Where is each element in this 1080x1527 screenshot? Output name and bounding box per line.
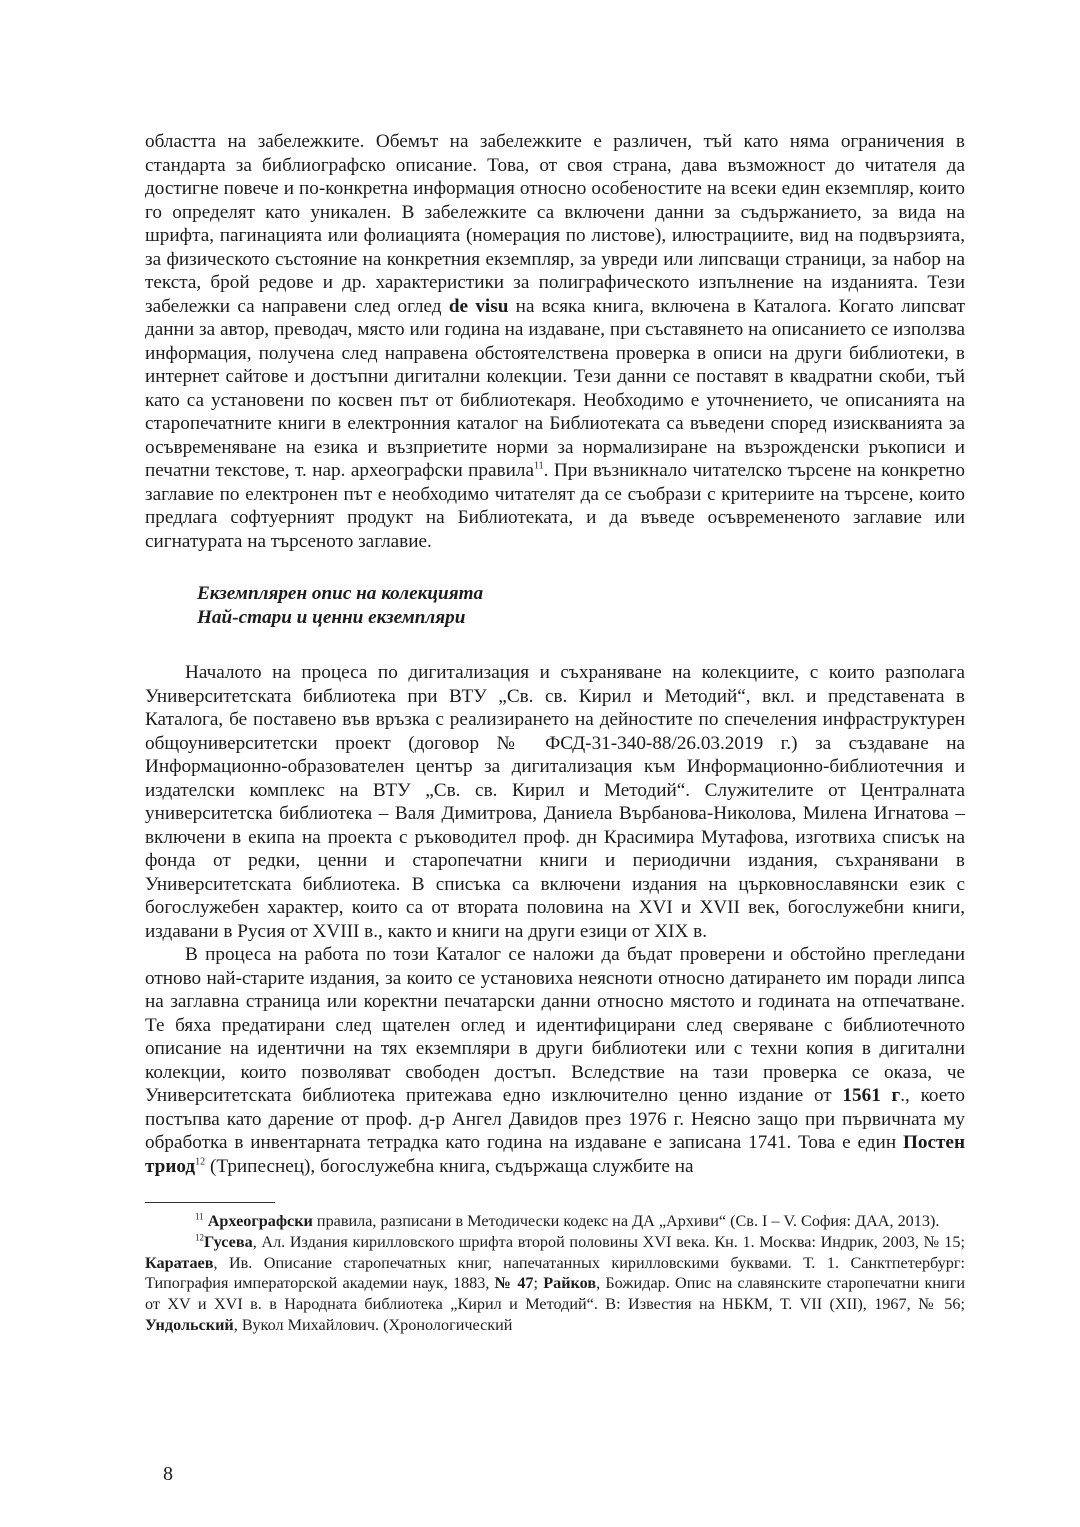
paragraph-text: областта на забележките. Обемът на забележките е различен, тъй като няма ограничения в стандарта за библиографско описание. Това, от своя страна, дава възможност до читателя да достигне повече и по-конкретна информация относно особеностите на всеки един екземпляр, които го определят като уникален. В забележките са включени данни за съдържанието, за вида на шрифта, пагинацията или фолиацията (номерация по листове), илюстрациите, вид на подвързията, за физическото състояние на конкретния екземпляр, за увреди или липсващи страници, за набор на текста, брой редове и др. характеристики за полиграфическото изпълнение на изданията. Тези забележки са направени след оглед (145, 131, 965, 317)
footnote-bold: Археографски (207, 1212, 313, 1230)
paragraph-digitization: Началото на процеса по дигитализация и съхраняване на колекциите, с които разполага Университетската библиотека при ВТУ „Св. св. Кирил и Методий“, вкл. и представената в Каталога, бе поставено във връзка с реализирането на дейностите по спечеления инфраструктурен общоуниверситетски проект (договор № ФСД-31-340-88/26.03.2019 г.) за създаване на Информационно-образователен център за дигитализация към Информационно-библиотечния и издателски комплекс на ВТУ „Св. св. Кирил и Методий“. Служителите от Централната университетска библиотека – Валя Димитрова, Даниела Върбанова-Николова, Милена Игнатова – включени в екипа на проекта с ръководител проф. дн Красимира Мутафова, изготвиха списък на фонда от редки, ценни и старопечатни книги и периодични издания, съхранявани в Университетската библиотека. В списъка са включени издания на църковнославянски език с богослужебен характер, които са от втората половина на XVI и XVII век, богослужебни книги, издавани в Русия от XVIII в., както и книги на други езици от XIX в. (145, 662, 965, 942)
page-content (145, 130, 965, 1336)
bold-year: 1561 г (842, 1085, 901, 1106)
paragraph-notes (145, 130, 965, 553)
footnote-11 (145, 1211, 965, 1232)
footnote-text: , Ив. Описание старопечатных книг, напечатанных кирилловскими буквами. Т. 1. Санктпетербург: Типография императорской академии наук, 1883, (145, 1253, 965, 1293)
paragraph-text: (Трипеснец), богослужебна книга, съдържаща службите на (209, 1155, 694, 1177)
paragraph-oldest-editions (145, 943, 965, 1178)
footnote-text: , Ал. Издания кирилловского шрифта второй половины XVI века. Кн. 1. Москва: Индрик, 2003, № 15; (252, 1232, 965, 1251)
footnote-text: , Божидар. Опис на славянските старопечатни книги от XV и XVI в. в Народната библиотека „Кирил и Методий“. В: Известия на НБКМ, Т. VII (XII), 1967, № 56; (145, 1274, 965, 1314)
footnote-bold: Гусева (204, 1232, 253, 1251)
footnote-12 (145, 1232, 965, 1336)
footnote-text: ; (533, 1274, 539, 1293)
bold-term: de visu (448, 295, 509, 317)
footnote-text: , Вукол Михайлович. (Хронологический (233, 1315, 513, 1334)
page-number: 8 (163, 1463, 173, 1485)
paragraph-text: В процеса на работа по този Каталог се наложи да бъдат проверени и обстойно прегледани отново най-старите издания, за които се установиха неясноти относно датирането им поради липса на заглавна страница или коректни печатарски данни относно мястото и годината на отпечатване. Те бяха предатирани след щателен оглед и идентифицирани след сверяване с библиотечното описание на идентични на тях екземпляри в други библиотеки или с техни копия в дигитални колекции, които позволяват свободен достъп. Вследствие на тази проверка се оказа, че Университетската библиотека притежава едно изключително ценно издание от (145, 944, 965, 1106)
footnote-bold: № 47 (494, 1274, 534, 1293)
paragraph-text: . При възникнало читателско търсене на конкретно заглавие по електронен път е необходимо читателят да се съобрази с критериите на търсене, които предлага софтуерният продукт на Библиотеката, и да въведе осъвремененото заглавие или сигнатурата на търсеното заглавие. (145, 460, 965, 552)
footnote-ref-12[interactable]: 12 (195, 1156, 206, 1168)
footnote-divider (145, 1202, 275, 1203)
footnote-bold: Каратаев (145, 1253, 214, 1272)
footnote-bold: Райков (543, 1274, 597, 1293)
section-heading (197, 582, 965, 629)
heading-line-2: Най-стари и ценни екземпляри (197, 606, 466, 628)
footnote-number: 11 (195, 1211, 204, 1222)
footnote-number: 12 (195, 1232, 204, 1243)
footnote-bold: Ундольский (145, 1315, 234, 1334)
footnote-ref-11[interactable]: 11 (533, 460, 544, 472)
bold-title: Постен триод (145, 1132, 966, 1177)
paragraph-text: на всяка книга, включена в Каталога. Когато липсват данни за автор, преводач, място или година на издаване, при съставянето на описанието се използва информация, получена след направена обстоятелствена проверка в описи на други библиотеки, в интернет сайтове и достъпни дигитални колекции. Тези данни се поставят в квадратни скоби, тъй като са установени по косвен път от библиотекаря. Необходимо е уточнението, че описанията на старопечатните книги в електронния каталог на Библиотеката са въведени според изискванията за осъвременяване на езика и възприетите норми за нормализиране на възрожденски ръкописи и печатни текстове, т. нар. археографски правила (145, 295, 965, 481)
heading-line-1: Екземплярен опис на колекцията (197, 583, 484, 604)
footnote-text: правила, разписани в Методически кодекс на ДА „Архиви“ (Св. I – V. София: ДАА, 2013). (316, 1212, 940, 1230)
paragraph-text: ., което постъпва като дарение от проф. д-р Ангел Давидов през 1976 г. Неясно защо при първичната му обработка в инвентарната тетрадка като година на издаване е записана 1741. Това е един (145, 1085, 965, 1153)
